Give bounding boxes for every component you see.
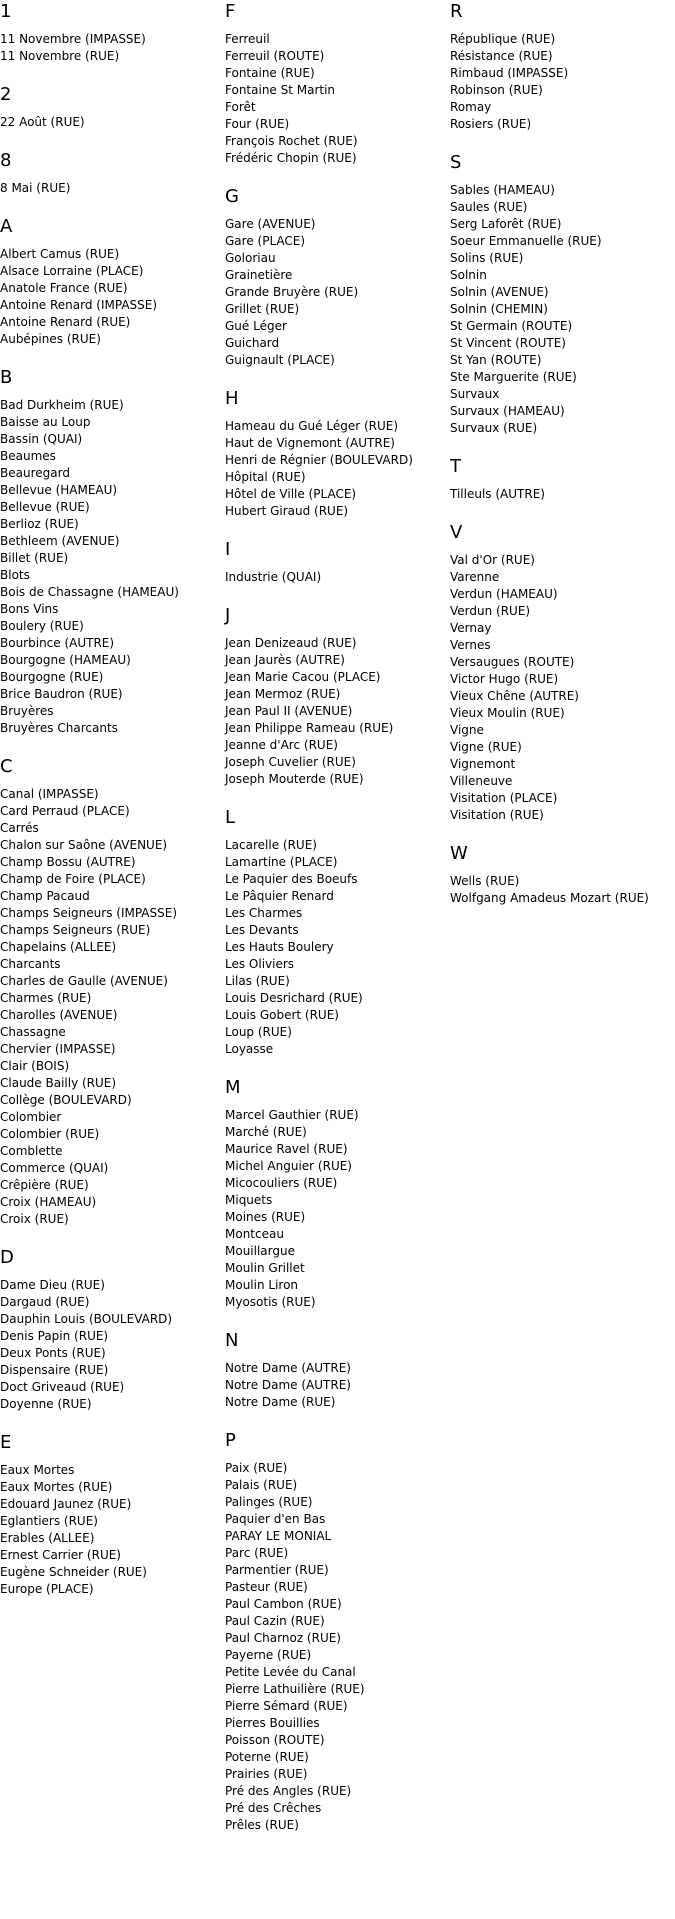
- street-name: Le Pâquier Renard: [225, 889, 334, 903]
- street-name: Notre Dame (RUE): [225, 1395, 336, 1409]
- street-name: Eugène Schneider (RUE): [0, 1565, 147, 1579]
- street-name: Doct Griveaud (RUE): [0, 1380, 125, 1394]
- street-name: Les Hauts Boulery: [225, 940, 334, 954]
- street-name: Pré des Angles (RUE): [225, 1784, 352, 1798]
- street-name: Pré des Crêches: [225, 1801, 322, 1815]
- street-name: St Vincent (ROUTE): [450, 336, 566, 350]
- letter-heading: 8: [0, 150, 12, 171]
- street-name: Solins (RUE): [450, 251, 524, 265]
- street-name: Bourgogne (RUE): [0, 670, 104, 684]
- letter-heading: P: [225, 1430, 236, 1451]
- street-name: Colombier (RUE): [0, 1127, 100, 1141]
- street-name: Paquier d'en Bas: [225, 1512, 326, 1526]
- street-name: Payerne (RUE): [225, 1648, 312, 1662]
- street-name: Myosotis (RUE): [225, 1295, 316, 1309]
- street-name: Eglantiers (RUE): [0, 1514, 98, 1528]
- letter-group: [225, 604, 450, 788]
- street-name: Charles de Gaulle (AVENUE): [0, 974, 168, 988]
- street-name: Forêt: [225, 100, 256, 114]
- street-name: Montceau: [225, 1227, 284, 1241]
- street-name: Pierres Bouillies: [225, 1716, 320, 1730]
- letter-group: [450, 455, 675, 503]
- street-name: Erables (ALLEE): [0, 1531, 95, 1545]
- letter-group: [225, 0, 450, 167]
- street-name: Marcel Gauthier (RUE): [225, 1108, 359, 1122]
- street-name: Lilas (RUE): [225, 974, 290, 988]
- street-name: Palais (RUE): [225, 1478, 298, 1492]
- street-name: Rimbaud (IMPASSE): [450, 66, 569, 80]
- letter-group: [0, 1246, 225, 1413]
- letter-group: [0, 215, 225, 348]
- street-name: Billet (RUE): [0, 551, 69, 565]
- letter-heading: N: [225, 1330, 239, 1351]
- street-name: Guichard: [225, 336, 280, 350]
- street-name: François Rochet (RUE): [225, 134, 358, 148]
- letter-heading: S: [450, 152, 462, 173]
- street-name: Miquets: [225, 1193, 273, 1207]
- street-name: Joseph Mouterde (RUE): [225, 772, 364, 786]
- street-list: [225, 216, 450, 369]
- street-name: Notre Dame (AUTRE): [225, 1378, 351, 1392]
- street-name: Collège (BOULEVARD): [0, 1093, 132, 1107]
- street-name: Sables (HAMEAU): [450, 183, 555, 197]
- letter-group: [225, 387, 450, 520]
- street-name: Champ Bossu (AUTRE): [0, 855, 136, 869]
- street-list: [225, 1460, 450, 1834]
- street-name: Palinges (RUE): [225, 1495, 313, 1509]
- letter-heading: W: [450, 843, 468, 864]
- street-list: [0, 31, 225, 65]
- street-name: Jeanne d'Arc (RUE): [225, 738, 338, 752]
- street-name: Wells (RUE): [450, 874, 520, 888]
- street-name: Bons Vins: [0, 602, 59, 616]
- street-list: [225, 635, 450, 788]
- street-name: Louis Desrichard (RUE): [225, 991, 363, 1005]
- street-name: Jean Jaurès (AUTRE): [225, 653, 345, 667]
- street-name: Chalon sur Saône (AVENUE): [0, 838, 168, 852]
- street-name: Champs Seigneurs (IMPASSE): [0, 906, 178, 920]
- street-name: Chervier (IMPASSE): [0, 1042, 116, 1056]
- street-name: Les Devants: [225, 923, 299, 937]
- street-name: Edouard Jaunez (RUE): [0, 1497, 132, 1511]
- street-name: Champ de Foire (PLACE): [0, 872, 146, 886]
- letter-heading: L: [225, 807, 236, 828]
- street-list: [450, 182, 675, 437]
- street-name: Louis Gobert (RUE): [225, 1008, 339, 1022]
- street-name: Résistance (RUE): [450, 49, 553, 63]
- street-list: [450, 31, 675, 133]
- street-name: Tilleuls (AUTRE): [450, 487, 545, 501]
- street-list: [225, 418, 450, 520]
- index-column: [225, 0, 450, 1852]
- street-list: [225, 1360, 450, 1411]
- street-name: Hôpital (RUE): [225, 470, 306, 484]
- street-name: Chapelains (ALLEE): [0, 940, 117, 954]
- letter-heading: V: [450, 522, 463, 543]
- street-name: Romay: [450, 100, 492, 114]
- letter-group: [0, 149, 225, 197]
- street-name: Champs Seigneurs (RUE): [0, 923, 151, 937]
- letter-group: [450, 842, 675, 907]
- street-name: Doyenne (RUE): [0, 1397, 92, 1411]
- street-list: [225, 1107, 450, 1311]
- letter-group: [0, 755, 225, 1228]
- street-name: Versaugues (ROUTE): [450, 655, 575, 669]
- street-name: Pierre Sémard (RUE): [225, 1699, 348, 1713]
- street-name: Hameau du Gué Léger (RUE): [225, 419, 399, 433]
- street-name: Gare (PLACE): [225, 234, 306, 248]
- street-list: [0, 180, 225, 197]
- letter-group: [0, 83, 225, 131]
- street-name: Antoine Renard (RUE): [0, 315, 131, 329]
- street-name: Paul Charnoz (RUE): [225, 1631, 341, 1645]
- street-name: Pasteur (RUE): [225, 1580, 308, 1594]
- letter-group: [450, 0, 675, 133]
- index-column: [0, 0, 225, 1852]
- street-name: Pierre Lathuilière (RUE): [225, 1682, 365, 1696]
- street-name: Parc (RUE): [225, 1546, 289, 1560]
- street-name: Hubert Giraud (RUE): [225, 504, 349, 518]
- street-name: Vigne: [450, 723, 484, 737]
- street-list: [0, 1462, 225, 1598]
- street-name: Ferreuil (ROUTE): [225, 49, 325, 63]
- street-name: Notre Dame (AUTRE): [225, 1361, 351, 1375]
- letter-heading: 1: [0, 1, 12, 22]
- street-name: Beauregard: [0, 466, 70, 480]
- letter-heading: A: [0, 216, 13, 237]
- street-name: Boulery (RUE): [0, 619, 84, 633]
- street-name: Bourgogne (HAMEAU): [0, 653, 131, 667]
- street-name: Bruyères Charcants: [0, 721, 118, 735]
- street-name: Champ Pacaud: [0, 889, 90, 903]
- street-name: Survaux: [450, 387, 500, 401]
- letter-heading: D: [0, 1247, 14, 1268]
- street-name: Goloriau: [225, 251, 276, 265]
- street-name: Guignault (PLACE): [225, 353, 335, 367]
- street-name: Dame Dieu (RUE): [0, 1278, 105, 1292]
- letter-heading: T: [450, 456, 461, 477]
- street-name: Bellevue (RUE): [0, 500, 90, 514]
- street-name: Bourbince (AUTRE): [0, 636, 115, 650]
- street-name: Moines (RUE): [225, 1210, 306, 1224]
- street-name: Varenne: [450, 570, 500, 584]
- street-name: Deux Ponts (RUE): [0, 1346, 106, 1360]
- street-name: Joseph Cuvelier (RUE): [225, 755, 356, 769]
- street-name: Berlioz (RUE): [0, 517, 79, 531]
- street-list: [450, 552, 675, 824]
- street-name: Chassagne: [0, 1025, 66, 1039]
- street-name: Aubépines (RUE): [0, 332, 101, 346]
- street-name: Paix (RUE): [225, 1461, 288, 1475]
- street-name: Vignemont: [450, 757, 516, 771]
- street-name: Moulin Liron: [225, 1278, 299, 1292]
- letter-heading: J: [225, 605, 231, 626]
- street-list: [225, 569, 450, 586]
- street-name: Paul Cambon (RUE): [225, 1597, 342, 1611]
- letter-heading: B: [0, 367, 13, 388]
- street-name: Croix (HAMEAU): [0, 1195, 97, 1209]
- street-list: [225, 837, 450, 1058]
- street-name: Henri de Régnier (BOULEVARD): [225, 453, 413, 467]
- street-name: Blots: [0, 568, 30, 582]
- street-name: Colombier: [0, 1110, 62, 1124]
- street-name: Carrés: [0, 821, 39, 835]
- letter-heading: I: [225, 539, 231, 560]
- letter-heading: C: [0, 756, 13, 777]
- street-name: Petite Levée du Canal: [225, 1665, 356, 1679]
- street-name: Jean Paul II (AVENUE): [225, 704, 353, 718]
- street-name: Visitation (RUE): [450, 808, 544, 822]
- letter-heading: H: [225, 388, 239, 409]
- street-name: Solnin (AVENUE): [450, 285, 549, 299]
- street-name: Prairies (RUE): [225, 1767, 308, 1781]
- street-name: Survaux (HAMEAU): [450, 404, 565, 418]
- street-name: Antoine Renard (IMPASSE): [0, 298, 158, 312]
- street-name: Dauphin Louis (BOULEVARD): [0, 1312, 173, 1326]
- street-name: Moulin Grillet: [225, 1261, 305, 1275]
- street-list: [0, 246, 225, 348]
- street-name: Europe (PLACE): [0, 1582, 94, 1596]
- letter-group: [225, 538, 450, 586]
- letter-heading: M: [225, 1077, 241, 1098]
- index-column: [450, 0, 675, 1852]
- letter-heading: R: [450, 1, 463, 22]
- street-name: Gué Léger: [225, 319, 287, 333]
- street-name: St Germain (ROUTE): [450, 319, 573, 333]
- street-name: Vieux Moulin (RUE): [450, 706, 565, 720]
- street-name: Survaux (RUE): [450, 421, 538, 435]
- street-name: Parmentier (RUE): [225, 1563, 329, 1577]
- street-name: Lamartine (PLACE): [225, 855, 338, 869]
- street-name: Michel Anguier (RUE): [225, 1159, 352, 1173]
- street-name: Dispensaire (RUE): [0, 1363, 109, 1377]
- street-name: Claude Bailly (RUE): [0, 1076, 117, 1090]
- street-name: Wolfgang Amadeus Mozart (RUE): [450, 891, 649, 905]
- street-name: Comblette: [0, 1144, 63, 1158]
- street-name: Marché (RUE): [225, 1125, 307, 1139]
- street-name: Clair (BOIS): [0, 1059, 70, 1073]
- street-name: Mouillargue: [225, 1244, 295, 1258]
- street-name: Eaux Mortes (RUE): [0, 1480, 113, 1494]
- street-name: Paul Cazin (RUE): [225, 1614, 325, 1628]
- street-name: Four (RUE): [225, 117, 290, 131]
- street-name: Charmes (RUE): [0, 991, 92, 1005]
- street-name: Vernay: [450, 621, 492, 635]
- street-name: Bethleem (AVENUE): [0, 534, 120, 548]
- street-name: Haut de Vignemont (AUTRE): [225, 436, 395, 450]
- letter-heading: G: [225, 186, 239, 207]
- letter-group: [450, 151, 675, 437]
- street-name: Poisson (ROUTE): [225, 1733, 325, 1747]
- street-name: Lacarelle (RUE): [225, 838, 317, 852]
- street-name: Vernes: [450, 638, 491, 652]
- letter-group: [450, 521, 675, 824]
- street-list: [0, 786, 225, 1228]
- street-name: Maurice Ravel (RUE): [225, 1142, 348, 1156]
- street-name: Brice Baudron (RUE): [0, 687, 123, 701]
- street-list: [0, 1277, 225, 1413]
- street-name: Crêpière (RUE): [0, 1178, 89, 1192]
- street-name: Bellevue (HAMEAU): [0, 483, 118, 497]
- street-name: Les Charmes: [225, 906, 303, 920]
- street-name: Robinson (RUE): [450, 83, 543, 97]
- street-name: Ferreuil: [225, 32, 270, 46]
- street-name: Jean Denizeaud (RUE): [225, 636, 357, 650]
- street-name: Jean Philippe Rameau (RUE): [225, 721, 394, 735]
- street-name: Villeneuve: [450, 774, 513, 788]
- street-name: Canal (IMPASSE): [0, 787, 99, 801]
- street-name: Serg Laforêt (RUE): [450, 217, 562, 231]
- letter-heading: F: [225, 1, 236, 22]
- street-name: Val d'Or (RUE): [450, 553, 535, 567]
- street-name: Eaux Mortes: [0, 1463, 75, 1477]
- street-name: Grillet (RUE): [225, 302, 300, 316]
- street-name: Baisse au Loup: [0, 415, 91, 429]
- street-name: République (RUE): [450, 32, 556, 46]
- street-name: Bassin (QUAI): [0, 432, 83, 446]
- letter-group: [0, 1431, 225, 1598]
- letter-heading: E: [0, 1432, 12, 1453]
- street-name: Fontaine (RUE): [225, 66, 315, 80]
- street-name: Soeur Emmanuelle (RUE): [450, 234, 602, 248]
- street-name: Commerce (QUAI): [0, 1161, 109, 1175]
- street-name: Loyasse: [225, 1042, 274, 1056]
- street-list: [450, 486, 675, 503]
- street-name: Jean Mermoz (RUE): [225, 687, 341, 701]
- street-name: Albert Camus (RUE): [0, 247, 120, 261]
- street-name: Vigne (RUE): [450, 740, 522, 754]
- street-name: Solnin: [450, 268, 487, 282]
- street-name: Anatole France (RUE): [0, 281, 128, 295]
- letter-group: [225, 1429, 450, 1834]
- street-name: Frédéric Chopin (RUE): [225, 151, 357, 165]
- street-name: Les Oliviers: [225, 957, 295, 971]
- street-name: 8 Mai (RUE): [0, 181, 71, 195]
- street-name: Dargaud (RUE): [0, 1295, 90, 1309]
- letter-group: [225, 1076, 450, 1311]
- letter-group: [0, 366, 225, 737]
- street-name: Saules (RUE): [450, 200, 528, 214]
- street-name: 22 Août (RUE): [0, 115, 85, 129]
- letter-group: [225, 1329, 450, 1411]
- street-name: Fontaine St Martin: [225, 83, 336, 97]
- street-name: Hôtel de Ville (PLACE): [225, 487, 357, 501]
- street-name: PARAY LE MONIAL: [225, 1529, 332, 1543]
- street-name: Vieux Chêne (AUTRE): [450, 689, 579, 703]
- street-name: Ste Marguerite (RUE): [450, 370, 577, 384]
- street-name: Prêles (RUE): [225, 1818, 299, 1832]
- street-name: Solnin (CHEMIN): [450, 302, 548, 316]
- street-name: Charcants: [0, 957, 61, 971]
- street-name: Ernest Carrier (RUE): [0, 1548, 121, 1562]
- street-name: Croix (RUE): [0, 1212, 69, 1226]
- letter-group: [225, 185, 450, 369]
- street-name: Denis Papin (RUE): [0, 1329, 109, 1343]
- street-name: Bruyères: [0, 704, 54, 718]
- street-name: Bad Durkheim (RUE): [0, 398, 124, 412]
- street-list: [225, 31, 450, 167]
- letter-heading: 2: [0, 84, 12, 105]
- street-name: 11 Novembre (IMPASSE): [0, 32, 146, 46]
- street-name: Card Perraud (PLACE): [0, 804, 130, 818]
- letter-group: [0, 0, 225, 65]
- street-name: Jean Marie Cacou (PLACE): [225, 670, 381, 684]
- street-list: [0, 397, 225, 737]
- street-name: Visitation (PLACE): [450, 791, 558, 805]
- street-name: Gare (AVENUE): [225, 217, 316, 231]
- street-name: Charolles (AVENUE): [0, 1008, 118, 1022]
- street-name: 11 Novembre (RUE): [0, 49, 120, 63]
- street-name: Bois de Chassagne (HAMEAU): [0, 585, 179, 599]
- street-name: Beaumes: [0, 449, 56, 463]
- street-name: Poterne (RUE): [225, 1750, 309, 1764]
- street-name: Grainetière: [225, 268, 293, 282]
- street-name: Le Paquier des Boeufs: [225, 872, 358, 886]
- street-name: St Yan (ROUTE): [450, 353, 542, 367]
- street-list: [450, 873, 675, 907]
- street-name: Alsace Lorraine (PLACE): [0, 264, 144, 278]
- street-name: Micocouliers (RUE): [225, 1176, 338, 1190]
- street-name: Victor Hugo (RUE): [450, 672, 559, 686]
- letter-group: [225, 806, 450, 1058]
- street-name: Industrie (QUAI): [225, 570, 322, 584]
- street-name: Verdun (HAMEAU): [450, 587, 558, 601]
- street-list: [0, 114, 225, 131]
- street-name: Grande Bruyère (RUE): [225, 285, 359, 299]
- street-name: Rosiers (RUE): [450, 117, 532, 131]
- street-name: Verdun (RUE): [450, 604, 531, 618]
- street-name: Loup (RUE): [225, 1025, 292, 1039]
